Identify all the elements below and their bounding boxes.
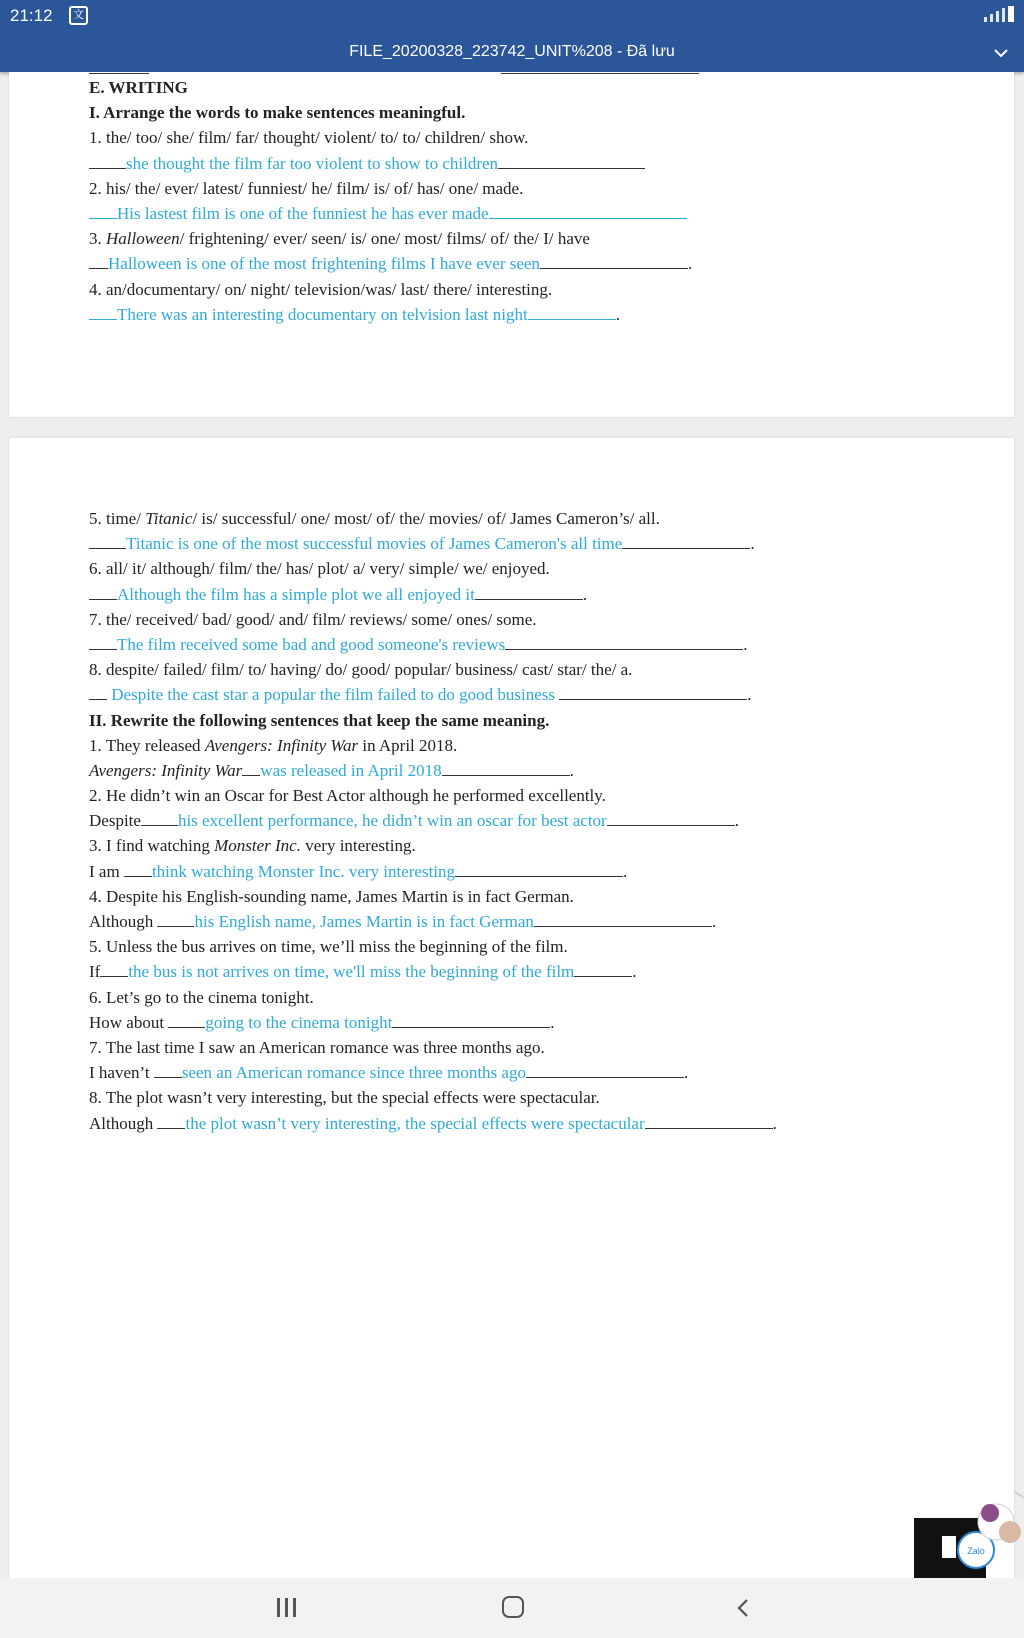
document-page-1 <box>9 72 1014 417</box>
writing-section <box>89 75 994 327</box>
document-title[interactable]: FILE_20200328_223742_UNIT%208 - Đã lưu <box>349 43 675 60</box>
question: 2. He didn’t win an Oscar for Best Actor although he performed excellently. <box>89 786 606 806</box>
question: 6. all/ it/ although/ film/ the/ has/ plot/ a/ very/ simple/ we/ enjoyed. <box>89 559 550 579</box>
answer-line[interactable]: Halloween is one of the most frightening films I have ever seen . <box>89 251 994 276</box>
back-icon[interactable] <box>732 1596 756 1620</box>
cut-off-line <box>89 69 149 74</box>
answer-line[interactable]: Avengers: Infinity War was released in April 2018 . <box>89 760 574 780</box>
answer-text: was released in April 2018 <box>260 760 442 780</box>
answer-line[interactable]: If the bus is not arrives on time, we'll miss the beginning of the film . <box>89 962 637 982</box>
system-navigation-bar <box>0 1578 1024 1638</box>
clock: 21:12 <box>10 6 53 25</box>
part-heading: I. Arrange the words to make sentences meaningful. <box>89 103 466 123</box>
answer-line[interactable]: There was an interesting documentary on telvision last night . <box>89 302 994 327</box>
answer-text: The film received some bad and good someone's reviews <box>117 634 506 654</box>
status-bar <box>0 0 1024 34</box>
zalo-chat-bubble[interactable] <box>914 1480 1024 1578</box>
exercise-continuation <box>89 506 994 1136</box>
answer-line[interactable] <box>89 201 994 226</box>
answer-text: Despite the cast star a popular the film failed to do good business <box>111 685 556 705</box>
answer-line[interactable] <box>89 151 994 176</box>
question: 4. an/documentary/ on/ night/ television/was/ last/ there/ interesting. <box>89 279 553 299</box>
chevron-down-icon[interactable] <box>990 42 1012 64</box>
signal-icon <box>984 6 1014 22</box>
answer-text: she thought the film far too violent to show to children <box>126 153 499 173</box>
question: 1. the/ too/ she/ film/ far/ thought/ violent/ to/ to/ children/ show. <box>89 128 529 148</box>
question: 3. Halloween/ frightening/ ever/ seen/ is/ one/ most/ films/ of/ the/ I/ have <box>89 229 590 249</box>
question: 5. time/ Titanic/ is/ successful/ one/ most/ of/ the/ movies/ of/ James Cameron’s/ all. <box>89 509 660 528</box>
question: 2. his/ the/ ever/ latest/ funniest/ he/ film/ is/ of/ has/ one/ made. <box>89 178 524 198</box>
answer-line[interactable]: Despite the cast star a popular the film failed to do good business . <box>89 682 994 707</box>
question: 3. I find watching Monster Inc. very interesting. <box>89 836 416 856</box>
answer-text: seen an American romance since three months ago <box>181 1063 526 1083</box>
answer-text: Although the film has a simple plot we all enjoyed it <box>117 584 475 604</box>
answer-line[interactable]: I am think watching Monster Inc. very interesting . <box>89 861 628 881</box>
cut-off-line <box>501 69 699 74</box>
answer-line[interactable]: Despite his excellent performance, he didn’t win an oscar for best actor . <box>89 811 739 831</box>
document-page-2 <box>9 438 1014 1578</box>
question: 1. They released Avengers: Infinity War in April 2018. <box>89 735 458 755</box>
translate-icon: 文 <box>69 6 88 25</box>
answer-line[interactable]: I haven’t seen an American romance since three months ago . <box>89 1063 689 1083</box>
answer-text: the plot wasn’t very interesting, the special effects were spectacular <box>185 1113 645 1133</box>
answer-text: think watching Monster Inc. very interesting <box>151 861 456 881</box>
answer-text: his English name, James Martin is in fact German <box>194 912 534 931</box>
question: 4. Despite his English-sounding name, James Martin is in fact German. <box>89 886 574 906</box>
answer-line[interactable]: How about going to the cinema tonight . <box>89 1012 555 1032</box>
question: 8. The plot wasn’t very interesting, but the special effects were spectacular. <box>89 1088 600 1108</box>
section-heading: E. WRITING <box>89 78 188 97</box>
answer-text: Titanic is one of the most successful movies of James Cameron's all time <box>126 534 623 554</box>
part-heading: II. Rewrite the following sentences that keep the same meaning. <box>89 710 550 730</box>
answer-line[interactable]: Although the plot wasn’t very interesting, the special effects were spectacular . <box>89 1113 777 1133</box>
answer-line[interactable]: Although his English name, James Martin is in fact German . <box>89 912 717 931</box>
document-title-bar <box>0 34 1024 72</box>
answer-text: his excellent performance, he didn’t win an oscar for best actor <box>177 811 607 831</box>
answer-line[interactable]: Although the film has a simple plot we all enjoyed it . <box>89 582 994 607</box>
answer-line[interactable]: The film received some bad and good someone's reviews . <box>89 632 994 657</box>
answer-text: going to the cinema tonight <box>205 1012 393 1032</box>
answer-text: the bus is not arrives on time, we'll miss the beginning of the film <box>128 962 575 982</box>
answer-text: His lastest film is one of the funniest he has ever made <box>117 203 489 223</box>
recent-apps-icon[interactable] <box>277 1598 296 1617</box>
answer-text: Halloween is one of the most frightening films I have ever seen <box>108 254 540 274</box>
question: 5. Unless the bus arrives on time, we’ll miss the beginning of the film. <box>89 937 568 957</box>
answer-line[interactable]: Titanic is one of the most successful movies of James Cameron's all time . <box>89 531 994 556</box>
home-icon[interactable] <box>502 1596 524 1618</box>
question: 7. the/ received/ bad/ good/ and/ film/ reviews/ some/ ones/ some. <box>89 609 537 629</box>
question: 7. The last time I saw an American romance was three months ago. <box>89 1037 545 1057</box>
question: 6. Let’s go to the cinema tonight. <box>89 987 314 1007</box>
question: 8. despite/ failed/ film/ to/ having/ do/ good/ popular/ business/ cast/ star/ the/ a. <box>89 660 633 680</box>
zalo-label: Zalo <box>967 1546 985 1556</box>
answer-text: There was an interesting documentary on telvision last night <box>117 304 528 324</box>
